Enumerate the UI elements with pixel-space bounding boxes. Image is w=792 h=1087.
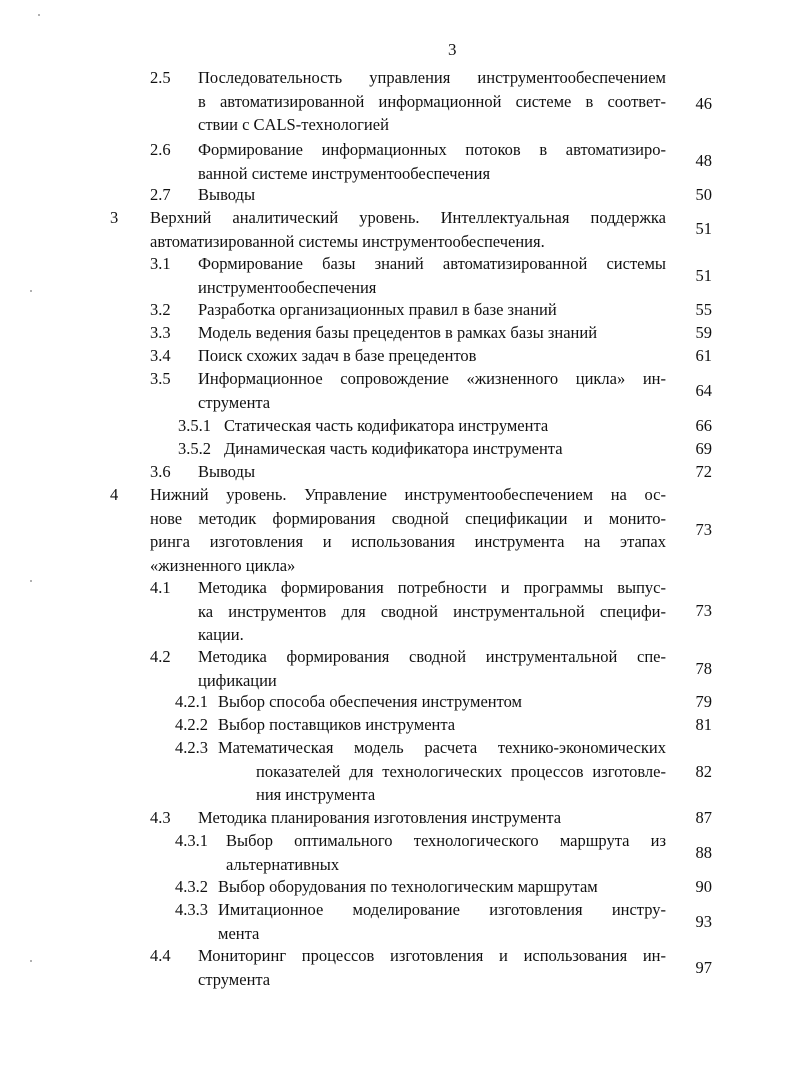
toc-entry-title-line: струмента xyxy=(198,392,271,412)
toc-entry-title-line: Методика формирования сводной инструментальной спе- xyxy=(198,647,666,666)
toc-entry-page: 64 xyxy=(695,381,712,400)
toc-entry-number: 3.4 xyxy=(150,346,171,365)
toc-entry-title-line: Модель ведения базы прецедентов в рамках базы знаний xyxy=(198,323,598,342)
toc-entry-title-line: Выбор поставщиков инструмента xyxy=(218,715,456,734)
toc-entry-page: 59 xyxy=(695,323,712,342)
toc-entry-number: 4.2.2 xyxy=(175,715,208,734)
scan-dot xyxy=(38,14,40,16)
toc-entry-page: 51 xyxy=(695,219,712,238)
toc-entry-page: 48 xyxy=(695,151,712,170)
toc-entry-page: 93 xyxy=(695,912,712,931)
toc-entry-title-line: струмента xyxy=(198,969,271,989)
toc-entry-page: 97 xyxy=(695,958,712,977)
toc-entry-number: 3.5.2 xyxy=(178,439,211,458)
toc-entry-page: 61 xyxy=(695,346,712,365)
toc-entry-number: 3.2 xyxy=(150,300,171,319)
toc-entry-title-line: Методика формирования потребности и программы выпус- xyxy=(198,578,666,597)
toc-entry-number: 4.3.3 xyxy=(175,900,208,919)
toc-entry-title-line: показателей для технологических процессов изготовле- xyxy=(256,761,666,781)
toc-entry-number: 2.6 xyxy=(150,140,171,159)
toc-entry-title-line: «жизненного цикла» xyxy=(150,555,296,575)
toc-entry-title-line: Выбор оптимального технологического маршрута из xyxy=(226,831,666,850)
toc-entry-number: 2.7 xyxy=(150,185,171,204)
toc-entry-title-line: Динамическая часть кодификатора инструмента xyxy=(224,439,563,458)
toc-entry-number: 3.5 xyxy=(150,369,171,388)
toc-entry-page: 82 xyxy=(695,762,712,781)
toc-entry-title-line: инструментообеспечения xyxy=(198,277,377,297)
toc-entry-number: 4.3.1 xyxy=(175,831,208,850)
toc-entry-page: 90 xyxy=(695,877,712,896)
toc-entry-number: 4.2.3 xyxy=(175,738,208,757)
toc-entry-title-line: автоматизированной системы инструментообеспечения. xyxy=(150,231,545,251)
toc-entry-title-line: Мониторинг процессов изготовления и использования ин- xyxy=(198,946,666,965)
toc-entry-number: 4.1 xyxy=(150,578,171,597)
toc-entry-page: 66 xyxy=(695,416,712,435)
toc-entry-page: 72 xyxy=(695,462,712,481)
toc-entry-page: 55 xyxy=(695,300,712,319)
toc-entry-page: 51 xyxy=(695,266,712,285)
toc-entry-title-line: Информационное сопровождение «жизненного цикла» ин- xyxy=(198,369,666,388)
toc-entry-title-line: Математическая модель расчета технико-экономических xyxy=(218,738,666,757)
toc-entry-title-line: ка инструментов для сводной инструментальной специфи- xyxy=(198,601,666,621)
toc-entry-page: 78 xyxy=(695,659,712,678)
toc-entry-title-line: нове методик формирования сводной спецификации и монито- xyxy=(150,508,666,528)
toc-entry-title-line: мента xyxy=(218,923,260,943)
toc-entry-number: 4.2.1 xyxy=(175,692,208,711)
toc-entry-number: 3 xyxy=(110,208,119,227)
toc-entry-title-line: ванной системе инструментообеспечения xyxy=(198,163,491,183)
page-number: 3 xyxy=(448,40,457,59)
toc-entry-page: 81 xyxy=(695,715,712,734)
toc-entry-number: 4.3.2 xyxy=(175,877,208,896)
toc-entry-title-line: ния инструмента xyxy=(256,785,376,804)
toc-entry-number: 3.6 xyxy=(150,462,171,481)
toc-entry-page: 50 xyxy=(695,185,712,204)
toc-entry-title-line: Разработка организационных правил в базе знаний xyxy=(198,300,557,319)
toc-entry-page: 79 xyxy=(695,692,712,711)
toc-entry-title-line: Выбор способа обеспечения инструментом xyxy=(218,692,522,711)
toc-entry-number: 3.5.1 xyxy=(178,416,211,435)
toc-entry-title-line: ствии с CALS-технологией xyxy=(198,115,389,134)
toc-entry-title-line: Верхний аналитический уровень. Интеллектуальная поддержка xyxy=(150,208,666,227)
toc-entry-page: 69 xyxy=(695,439,712,458)
toc-entry-title-line: Статическая часть кодификатора инструмента xyxy=(224,416,549,435)
toc-entry-title-line: Формирование базы знаний автоматизированной системы xyxy=(198,254,666,273)
toc-entry-number: 2.5 xyxy=(150,68,171,87)
toc-entry-title-line: Нижний уровень. Управление инструментообеспечением на ос- xyxy=(150,485,666,504)
toc-entry-title-line: в автоматизированной информационной системе в соответ- xyxy=(198,91,666,111)
toc-entry-number: 4.3 xyxy=(150,808,171,827)
toc-entry-page: 73 xyxy=(695,520,712,539)
toc-entry-title-line: альтернативных xyxy=(226,854,340,874)
toc-entry-title-line: Поиск схожих задач в базе прецедентов xyxy=(198,346,477,365)
toc-entry-page: 73 xyxy=(695,601,712,620)
toc-entry-number: 4.2 xyxy=(150,647,171,666)
scan-dot xyxy=(30,960,32,962)
toc-entry-title-line: ринга изготовления и использования инструмента на этапах xyxy=(150,532,666,551)
toc-entry-page: 87 xyxy=(695,808,712,827)
toc-entry-title-line: кации. xyxy=(198,625,244,644)
toc-entry-title-line: Формирование информационных потоков в автоматизиро- xyxy=(198,140,666,159)
toc-entry-title-line: Выбор оборудования по технологическим маршрутам xyxy=(218,877,598,896)
toc-entry-title-line: Методика планирования изготовления инструмента xyxy=(198,808,562,827)
toc-entry-number: 4.4 xyxy=(150,946,171,965)
toc-entry-title-line: цификации xyxy=(198,670,277,690)
toc-entry-title-line: Выводы xyxy=(198,462,256,481)
scan-dot xyxy=(30,290,32,292)
toc-entry-number: 3.3 xyxy=(150,323,171,342)
scan-dot xyxy=(30,580,32,582)
toc-entry-page: 88 xyxy=(695,843,712,862)
toc-entry-title-line: Последовательность управления инструментообеспечением xyxy=(198,68,666,87)
toc-entry-title-line: Имитационное моделирование изготовления инстру- xyxy=(218,900,666,919)
toc-entry-title-line: Выводы xyxy=(198,185,256,204)
toc-entry-number: 4 xyxy=(110,485,119,504)
toc-entry-number: 3.1 xyxy=(150,254,171,273)
toc-entry-page: 46 xyxy=(695,94,712,113)
